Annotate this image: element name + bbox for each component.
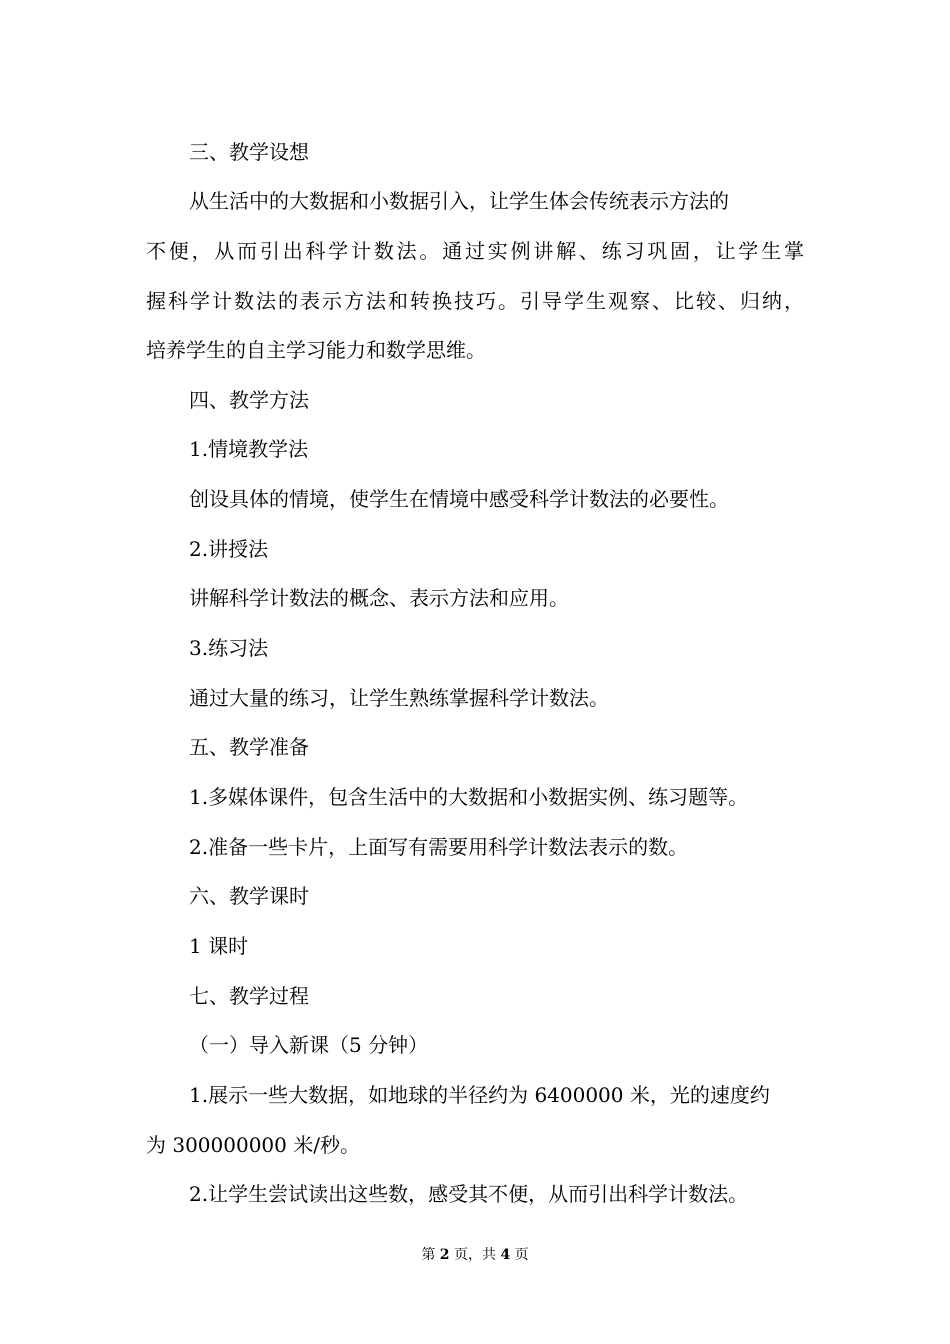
method-title: 2.讲授法 <box>189 537 269 561</box>
paragraph-line: 培养学生的自主学习能力和数学思维。 <box>146 338 486 362</box>
method-description: 创设具体的情境，使学生在情境中感受科学计数法的必要性。 <box>189 487 729 511</box>
section-heading-teaching-process: 七、教学过程 <box>189 984 309 1008</box>
method-title: 3.练习法 <box>189 636 269 660</box>
section-heading-teaching-preparation: 五、教学准备 <box>189 735 309 759</box>
footer-prefix: 第 <box>421 1247 440 1263</box>
list-item: 2.让学生尝试读出这些数，感受其不便，从而引出科学计数法。 <box>189 1182 749 1206</box>
total-pages-number: 4 <box>500 1247 511 1263</box>
class-hours-value: 1 课时 <box>189 934 249 958</box>
section-heading-class-hours: 六、教学课时 <box>189 884 309 908</box>
method-description: 讲解科学计数法的概念、表示方法和应用。 <box>189 586 569 610</box>
method-description: 通过大量的练习，让学生熟练掌握科学计数法。 <box>189 686 609 710</box>
list-item-continuation: 为 300000000 米/秒。 <box>146 1133 360 1157</box>
current-page-number: 2 <box>439 1247 450 1263</box>
footer-middle: 页，共 <box>449 1247 501 1263</box>
list-item: 1.展示一些大数据，如地球的半径约为 6400000 米，光的速度约 <box>189 1083 770 1107</box>
paragraph-line: 从生活中的大数据和小数据引入，让学生体会传统表示方法的 <box>189 189 729 213</box>
footer-suffix: 页 <box>510 1247 529 1263</box>
paragraph-line: 不便，从而引出科学计数法。通过实例讲解、练习巩固，让学生掌 <box>146 239 804 263</box>
page-footer <box>0 1246 950 1264</box>
section-heading-teaching-concept: 三、教学设想 <box>189 140 309 164</box>
section-heading-teaching-methods: 四、教学方法 <box>189 388 309 412</box>
subsection-heading: （一）导入新课（5 分钟） <box>189 1033 429 1057</box>
list-item: 1.多媒体课件，包含生活中的大数据和小数据实例、练习题等。 <box>189 785 749 809</box>
method-title: 1.情境教学法 <box>189 437 309 461</box>
list-item: 2.准备一些卡片，上面写有需要用科学计数法表示的数。 <box>189 835 689 859</box>
paragraph-line: 握科学计数法的表示方法和转换技巧。引导学生观察、比较、归纳， <box>146 289 804 313</box>
